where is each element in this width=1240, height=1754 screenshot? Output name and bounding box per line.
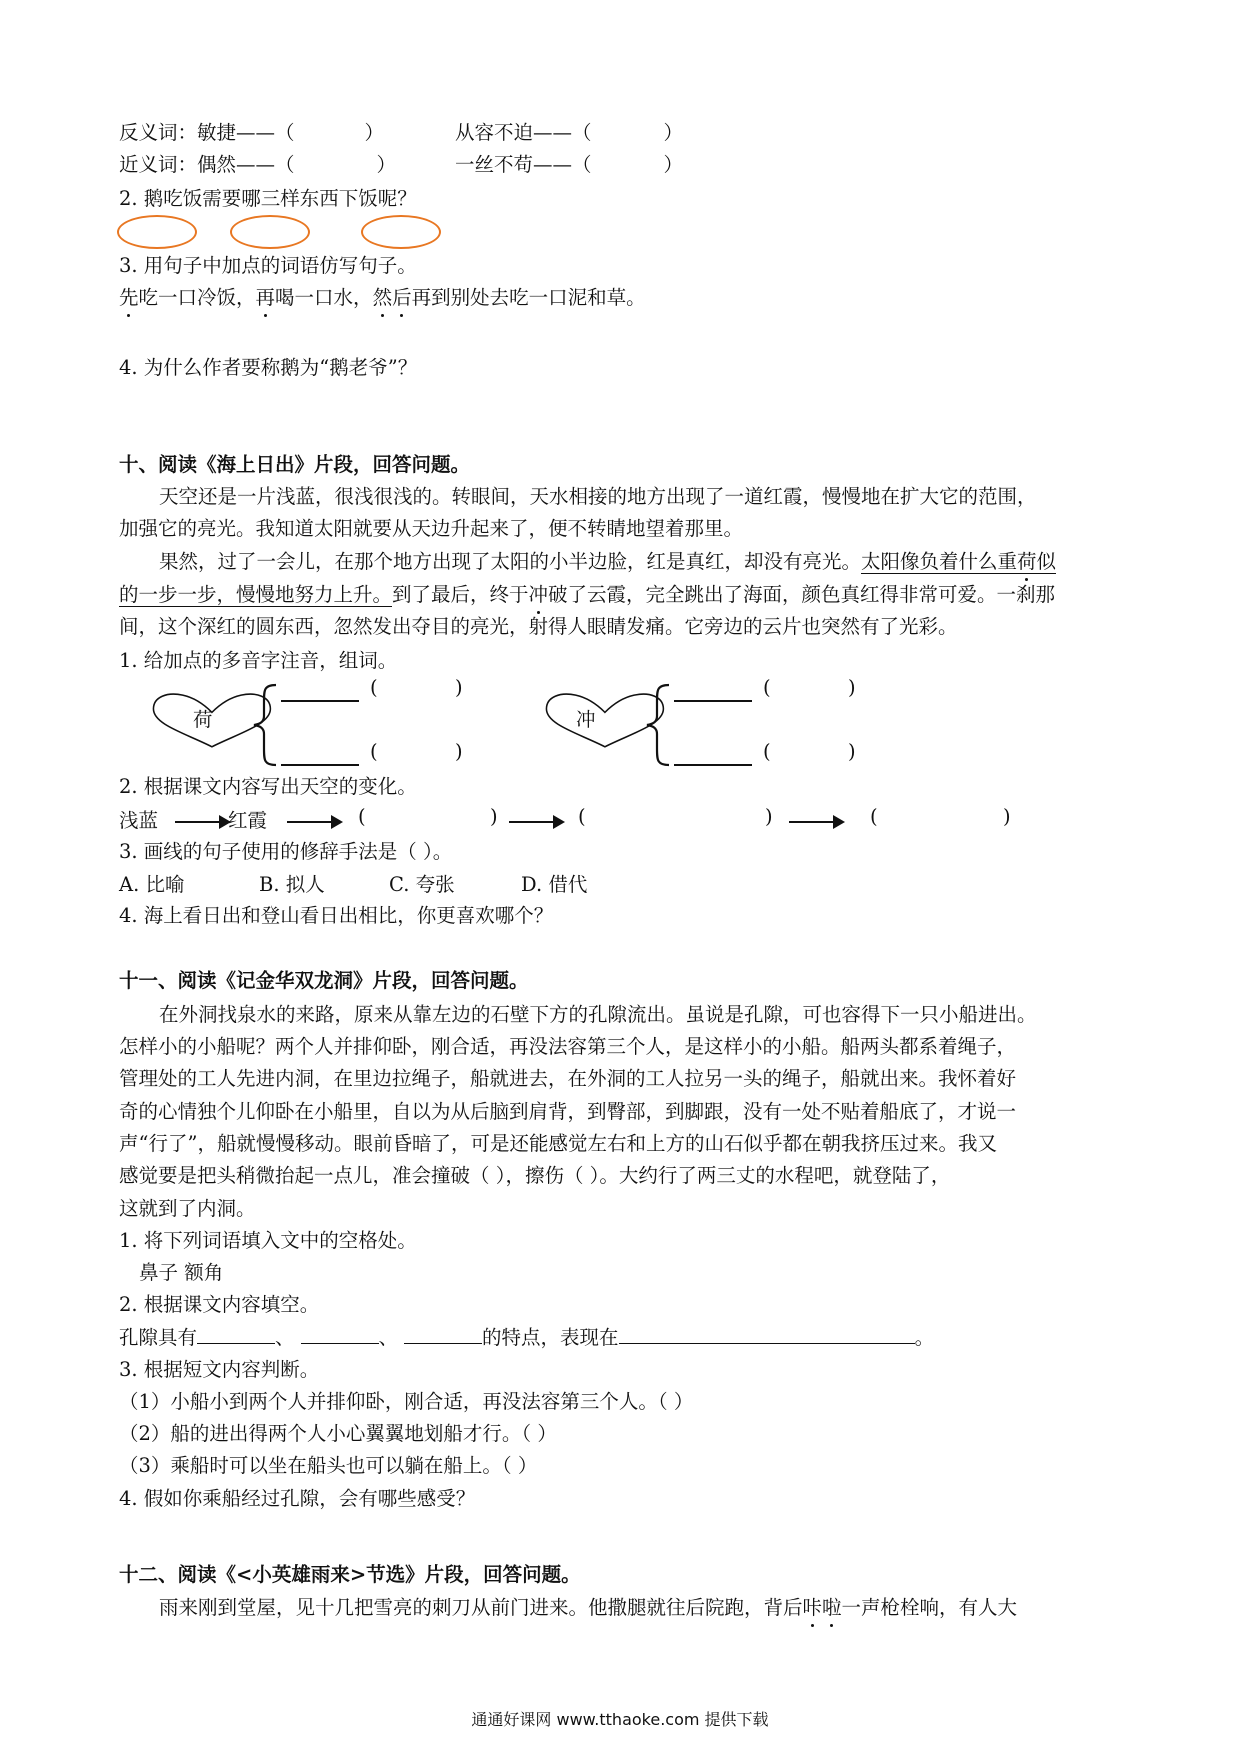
paren-left: ( [763,740,771,763]
sentence-part: 再到别处去吃一口泥和草。 [411,286,646,309]
paragraph-text: 一声枪栓响，有人大 [841,1596,1018,1619]
section11-line7: 这就到了内洞。 [119,1197,256,1220]
judge-item-3: （3）乘船时可以坐在船头也可以躺在船上。（ ） [119,1454,538,1477]
goose-q3-sentence [119,283,646,313]
brace-icon [643,682,673,768]
paren-left: ( [370,676,378,699]
antonym-label: 反义词： [119,121,198,144]
dotted-char: 后 [392,283,412,313]
paren-right: ) [848,740,856,763]
paren-left: ( [578,805,586,828]
synonym-word2: 一丝不苟——（ [455,153,592,176]
fill-text: 的特点，表现在 [482,1326,619,1349]
judge-item-1: （1）小船小到两个人并排仰卧，刚合适，再没法容第三个人。（ ） [119,1390,694,1413]
section10-q4: 4. 海上看日出和登山看日出相比，你更喜欢哪个？ [119,904,554,927]
fill-blank[interactable] [619,1323,915,1344]
paren-right: ) [490,805,498,828]
section10-p1-line1: 天空还是一片浅蓝，很浅很浅的。转眼间，天水相接的地方出现了一道红霞，慢慢地在扩大它的范围， [159,485,1037,508]
fill-line[interactable] [281,764,359,766]
section10-q3: 3. 画线的句子使用的修辞手法是（ ）。 [119,840,453,863]
goose-q2: 2. 鹅吃饭需要哪三样东西下饭呢？ [119,187,417,210]
section11-line4: 奇的心情独个儿仰卧在小船里，自以为从后脑到肩背，到臀部，到脚跟，没有一处不贴着船底了，才说一 [119,1100,1017,1123]
antonym-word1: 敏捷——（ [197,121,295,144]
section11-line2: 怎样小的小船呢？两个人并排仰卧，刚合适，再没法容第三个人，是这样小的小船。船两头都系着绳子， [119,1035,1017,1058]
fill-sep: 、 [378,1326,399,1349]
paren-right: ) [765,805,773,828]
underlined-sentence [861,550,1056,574]
judge-item-2: （2）船的进出得两个人小心翼翼地划船才行。（ ） [119,1422,557,1445]
paren-close: ） [376,153,397,176]
section10-title: 十、阅读《海上日出》片段，回答问题。 [119,453,471,476]
paren-right: ) [848,676,856,699]
antonym-word2: 从容不迫——（ [455,121,592,144]
synonym-label: 近义词： [119,153,198,176]
dotted-char-chong: 冲 [529,580,549,610]
paren-left: ( [870,805,878,828]
paren-left: ( [763,676,771,699]
option-a[interactable]: A. 比喻 [119,873,185,896]
section12-title: 十二、阅读《<小英雄雨来>节选》片段，回答问题。 [119,1563,581,1586]
dotted-char: 然 [373,283,393,313]
fill-end: 。 [914,1326,935,1349]
dotted-char: 啦 [822,1593,842,1623]
option-b[interactable]: B. 拟人 [259,873,325,896]
underlined-text: 似 [1036,550,1057,573]
arrow-icon [789,821,839,823]
section10-p2-line1 [159,547,1056,577]
answer-oval-2[interactable] [230,215,310,249]
paragraph-text: 到了最后，终于 [392,583,529,606]
synonym-word1: 偶然——（ [197,153,295,176]
fill-line[interactable] [674,700,752,702]
paragraph-text: 果然，过了一会儿，在那个地方出现了太阳的小半边脸，红是真红，却没有亮光。 [159,550,862,573]
section11-title: 十一、阅读《记金华双龙洞》片段，回答问题。 [119,969,529,992]
section11-fill [119,1323,934,1353]
synonym-line [119,150,396,180]
section10-p2-line2 [119,580,1055,610]
antonym-line-2 [455,118,683,148]
arrow-icon [175,821,225,823]
footer: 通通好课网 www.tthaoke.com 提供下载 [471,1710,769,1729]
fill-blank[interactable] [404,1323,482,1344]
section10-p2-line3: 间，这个深红的圆东西，忽然发出夺目的亮光，射得人眼睛发痛。它旁边的云片也突然有了光彩。 [119,615,958,638]
sky-start: 浅蓝 [119,809,159,832]
brace-icon [250,682,280,768]
fill-sep: 、 [275,1326,295,1349]
heart-char-he: 荷 [193,708,213,731]
arrow-icon [509,821,559,823]
section11-line3: 管理处的工人先进内洞，在里边拉绳子，船就进去，在外洞的工人拉另一头的绳子，船就出来。我怀着好 [119,1067,1017,1090]
sky-second: 红霞 [228,809,268,832]
goose-q4: 4. 为什么作者要称鹅为“鹅老爷”？ [119,356,418,379]
section11-line6: 感觉要是把头稍微抬起一点儿，准会撞破（ ），擦伤（ ）。大约行了两三丈的水程吧，就登陆了， [119,1164,951,1187]
section12-line1 [159,1593,1017,1623]
paren-close: ） [663,153,684,176]
section11-words: 鼻子 额角 [139,1261,224,1284]
answer-oval-3[interactable] [361,215,441,249]
paren-right: ) [455,676,463,699]
paren-close: ） [663,121,684,144]
goose-q3: 3. 用句子中加点的词语仿写句子。 [119,254,417,277]
synonym-line-2 [455,150,683,180]
paragraph-text: 雨来刚到堂屋，见十几把雪亮的刺刀从前门进来。他撒腿就往后院跑，背后 [159,1596,803,1619]
heart-char-chong: 冲 [576,708,596,731]
dotted-char: 再 [256,283,276,313]
section10-q2: 2. 根据课文内容写出天空的变化。 [119,775,417,798]
arrow-icon [287,821,337,823]
paren-close: ） [364,121,385,144]
paren-left: ( [370,740,378,763]
fill-blank[interactable] [197,1323,275,1344]
fill-blank[interactable] [301,1323,379,1344]
dotted-char-he: 荷 [1017,547,1037,577]
section11-q4: 4. 假如你乘船经过孔隙，会有哪些感受？ [119,1487,476,1510]
option-d[interactable]: D. 借代 [521,873,588,896]
sentence-part: 喝一口水， [275,286,373,309]
fill-line[interactable] [281,700,359,702]
paren-left: ( [358,805,366,828]
section11-q3: 3. 根据短文内容判断。 [119,1358,320,1381]
sentence-part: 吃一口冷饭， [138,286,256,309]
dotted-char: 咔 [803,1593,823,1623]
paren-right: ) [455,740,463,763]
section11-line1: 在外洞找泉水的来路，原来从靠左边的石壁下方的孔隙流出。虽说是孔隙，可也容得下一只小船进出。 [159,1003,1037,1026]
option-c[interactable]: C. 夸张 [389,873,455,896]
answer-oval-1[interactable] [117,215,197,249]
antonym-line [119,118,384,148]
paren-right: ) [1003,805,1011,828]
fill-line[interactable] [674,764,752,766]
section10-p1-line2: 加强它的亮光。我知道太阳就要从天边升起来了，便不转睛地望着那里。 [119,517,744,540]
section10-q1: 1. 给加点的多音字注音，组词。 [119,649,398,672]
section11-line5: 声“行了”，船就慢慢移动。眼前昏暗了，可是还能感觉左右和上方的山石似乎都在朝我挤压过来。我又 [119,1132,997,1155]
fill-text: 孔隙具有 [119,1326,198,1349]
dotted-char: 先 [119,283,139,313]
paragraph-text: 破了云霞，完全跳出了海面，颜色真红得非常可爱。一刹那 [548,583,1056,606]
underlined-text: 太阳像负着什么重 [861,550,1018,573]
underlined-text: 的一步一步，慢慢地努力上升。 [119,583,393,606]
section11-q1: 1. 将下列词语填入文中的空格处。 [119,1229,417,1252]
section11-q2: 2. 根据课文内容填空。 [119,1293,320,1316]
